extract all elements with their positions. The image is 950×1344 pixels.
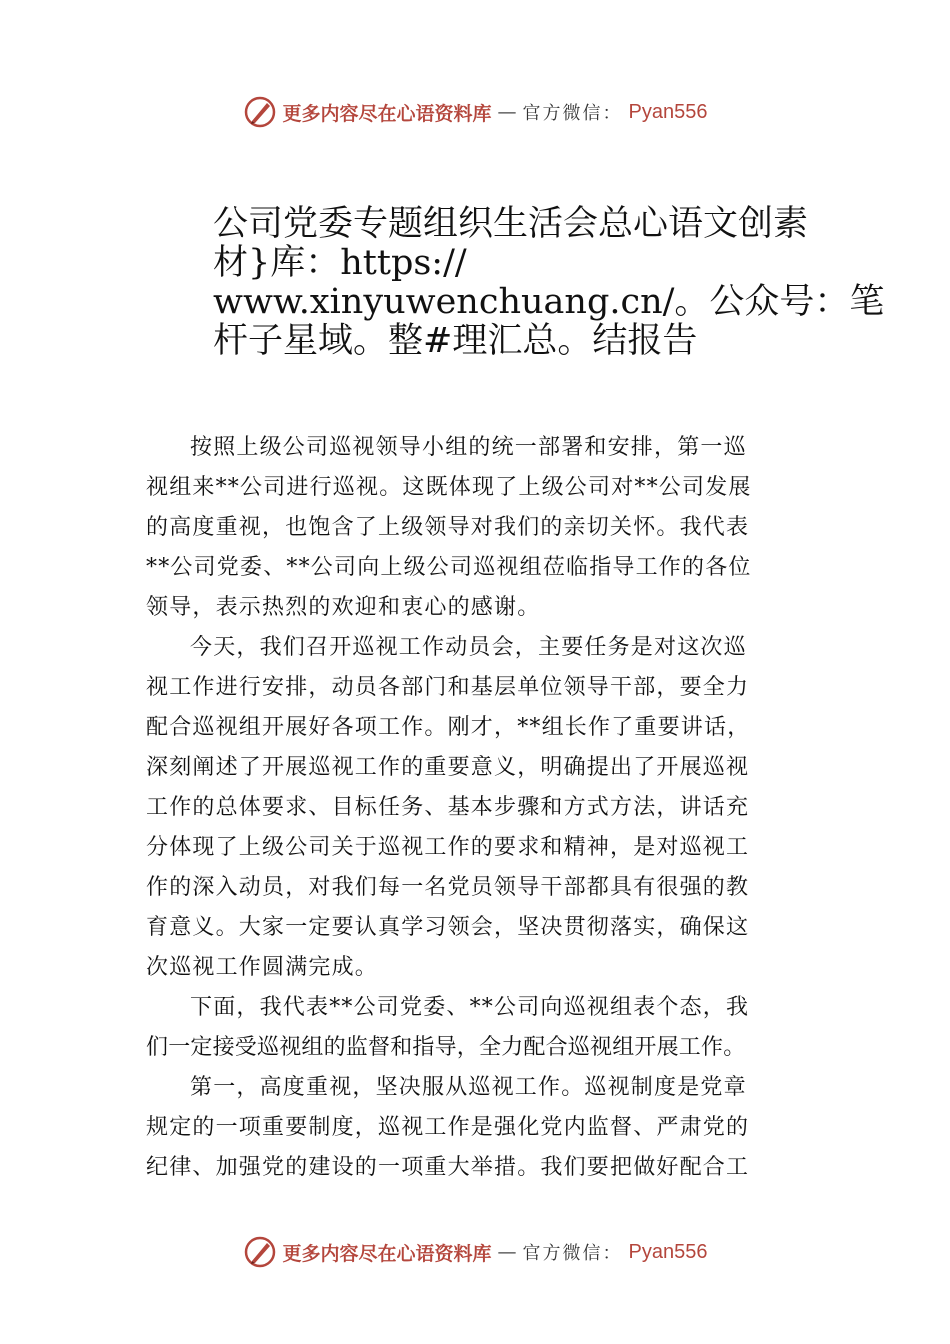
text-line: 领导，表示热烈的欢迎和衷心的感谢。 xyxy=(146,595,541,620)
text-line: 次巡视工作圆满完成。 xyxy=(146,955,379,980)
text-line: 育意义。大家一定要认真学习领会，坚决贯彻落实，确保这 xyxy=(146,915,750,940)
paragraph-4 xyxy=(146,1068,810,1188)
title-line: 材}库：https:// xyxy=(213,243,467,283)
text-line: 深刻阐述了开展巡视工作的重要意义，明确提出了开展巡视 xyxy=(146,755,750,780)
document-title xyxy=(213,204,885,361)
text-line: 分体现了上级公司关于巡视工作的要求和精神，是对巡视工 xyxy=(146,835,750,860)
text-line: 纪律、加强党的建设的一项重大举措。我们要把做好配合工 xyxy=(146,1155,750,1180)
header-brand-text: 更多内容尽在心语资料库 xyxy=(282,102,492,125)
paragraph-2 xyxy=(146,628,810,988)
header-banner xyxy=(0,92,950,132)
paragraph-3 xyxy=(146,988,810,1068)
paragraph-1 xyxy=(146,428,810,628)
pen-logo-icon xyxy=(243,95,277,129)
footer-wechat-id: Pyan556 xyxy=(628,1240,708,1263)
title-line: 杆子星域。整#理汇总。结报告 xyxy=(213,321,698,361)
footer-wechat-label: 官方微信： xyxy=(522,1243,623,1264)
header-wechat-id: Pyan556 xyxy=(628,100,708,123)
text-line: 下面，我代表**公司党委、**公司向巡视组表个态，我 xyxy=(190,995,750,1020)
footer-separator: — xyxy=(497,1241,517,1263)
text-line: 配合巡视组开展好各项工作。刚才，**组长作了重要讲话， xyxy=(146,715,751,740)
text-line: 按照上级公司巡视领导小组的统一部署和安排，第一巡 xyxy=(190,435,747,460)
footer-banner xyxy=(0,1232,950,1272)
text-line: 的高度重视，也饱含了上级领导对我们的亲切关怀。我代表 xyxy=(146,515,750,540)
text-line: 作的深入动员，对我们每一名党员领导干部都具有很强的教 xyxy=(146,875,750,900)
header-separator: — xyxy=(497,101,517,123)
text-line: 工作的总体要求、目标任务、基本步骤和方式方法，讲话充 xyxy=(146,795,750,820)
text-line: 视组来**公司进行巡视。这既体现了上级公司对**公司发展 xyxy=(146,475,752,500)
title-line: www.xinyuwenchuang.cn/。公众号：笔 xyxy=(213,282,885,322)
pen-logo-icon xyxy=(243,1235,277,1269)
text-line: 规定的一项重要制度，巡视工作是强化党内监督、严肃党的 xyxy=(146,1115,750,1140)
text-line: 们一定接受巡视组的监督和指导，全力配合巡视组开展工作。 xyxy=(146,1035,746,1060)
footer-brand-text: 更多内容尽在心语资料库 xyxy=(282,1242,492,1265)
text-line: **公司党委、**公司向上级公司巡视组莅临指导工作的各位 xyxy=(146,555,752,580)
document-body xyxy=(146,428,810,1188)
text-line: 今天，我们召开巡视工作动员会，主要任务是对这次巡 xyxy=(190,635,747,660)
text-line: 视工作进行安排，动员各部门和基层单位领导干部，要全力 xyxy=(146,675,750,700)
header-wechat-label: 官方微信： xyxy=(522,103,623,124)
text-line: 第一，高度重视，坚决服从巡视工作。巡视制度是党章 xyxy=(190,1075,747,1100)
title-line: 公司党委专题组织生活会总心语文创素 xyxy=(213,204,809,244)
